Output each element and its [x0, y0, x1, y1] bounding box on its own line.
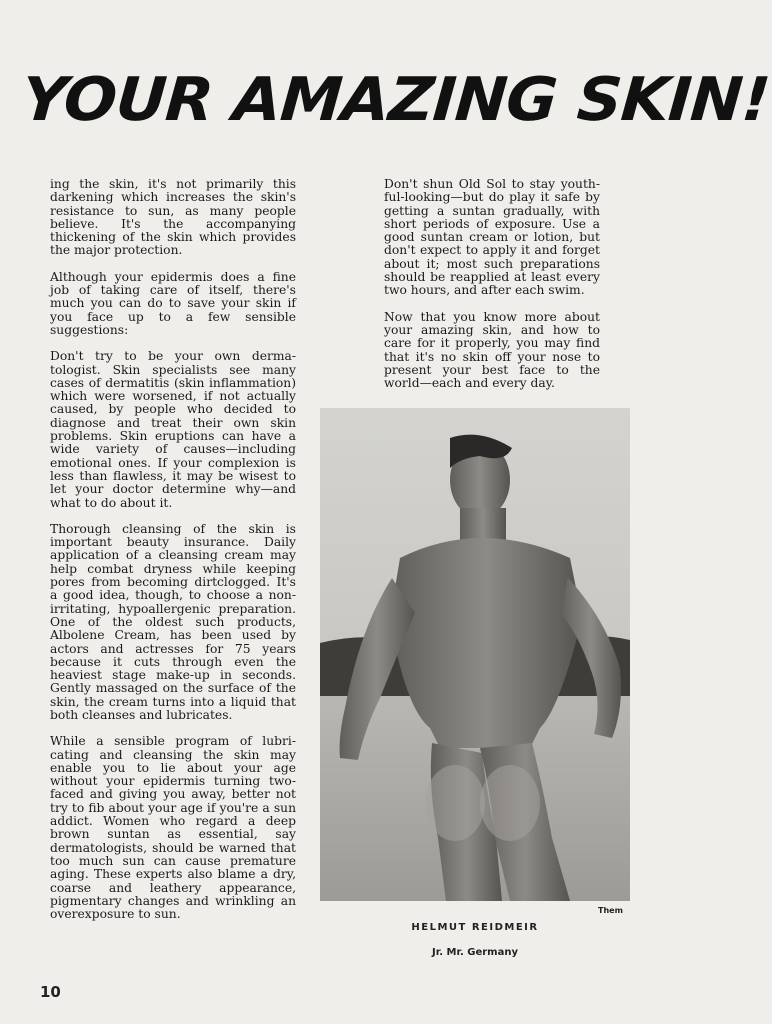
paragraph: While a sensible program of lubricating and cleansing the skin may enable you to lie about your age without your epidermis turning two-faced and giving you away, better not try to fib about your age if you're a sun addict. Women who regard a deep brown suntan as essential, say dermatologists, should be warned that too much sun can cause premature aging. These experts also blame a dry, coarse and leathery appearance, pigmentary changes and wrinkling an overexposure to sun.: [50, 734, 296, 922]
bodybuilder-photo: [320, 408, 630, 901]
article-headline: YOUR AMAZING SKIN!: [19, 65, 772, 135]
paragraph: Thorough cleansing of the skin is important beauty insurance. Daily application of a cleansing cream may help combat dryness while keeping pores from becoming dirtclogged. It's a good idea, though, to choose a non-irritating, hypoallergenic preparation. One of the oldest such products, Albolene Cream, has been used by actors and actresses for 75 years because it cuts through even the heaviest stage make-up in seconds. Gently massaged on the surface of the skin, the cream turns into a liquid that both cleanses and lubricates.: [50, 521, 296, 722]
paragraph: Don't shun Old Sol to stay youthful-looking—but do play it safe by getting a suntan gradually, with short periods of exposure. Use a good suntan cream or lotion, but don't expect to apply it and forget about it; most such preparations should be reapplied at least every two hours, and after each swim.: [384, 177, 600, 298]
paragraph: Don't try to be your own dermatologist. Skin specialists see many cases of dermatitis (skin inflammation) which were worsened, if not actually caused, by people who decided to diagnose and treat their own skin problems. Skin eruptions can have a wide variety of causes—including emotional ones. If your complexion is less than flawless, it may be wisest to let your doctor determine why—and what to do about it.: [50, 349, 296, 510]
left-text-column: [50, 178, 296, 934]
photo-caption-title: Jr. Mr. Germany: [432, 947, 518, 958]
page-number: 10: [40, 983, 61, 1001]
photo-caption-name: HELMUT REIDMEIR: [411, 922, 539, 933]
right-text-column: [384, 178, 600, 403]
photo-illustration: [320, 408, 630, 901]
paragraph: Now that you know more about your amazing skin, and how to care for it properly, you may find that it's no skin off your nose to present your best face to the world—each and every day.: [384, 309, 600, 391]
paragraph: Although your epidermis does a fine job of taking care of itself, there's much you can do to save your skin if you face up to a few sensible suggestions:: [50, 269, 296, 337]
photo-credit: Them: [598, 906, 623, 915]
paragraph: ing the skin, it's not primarily this darkening which increases the skin's resistance to sun, as many people believe. It's the accompanying thickening of the skin which provides the major protection.: [50, 177, 296, 258]
